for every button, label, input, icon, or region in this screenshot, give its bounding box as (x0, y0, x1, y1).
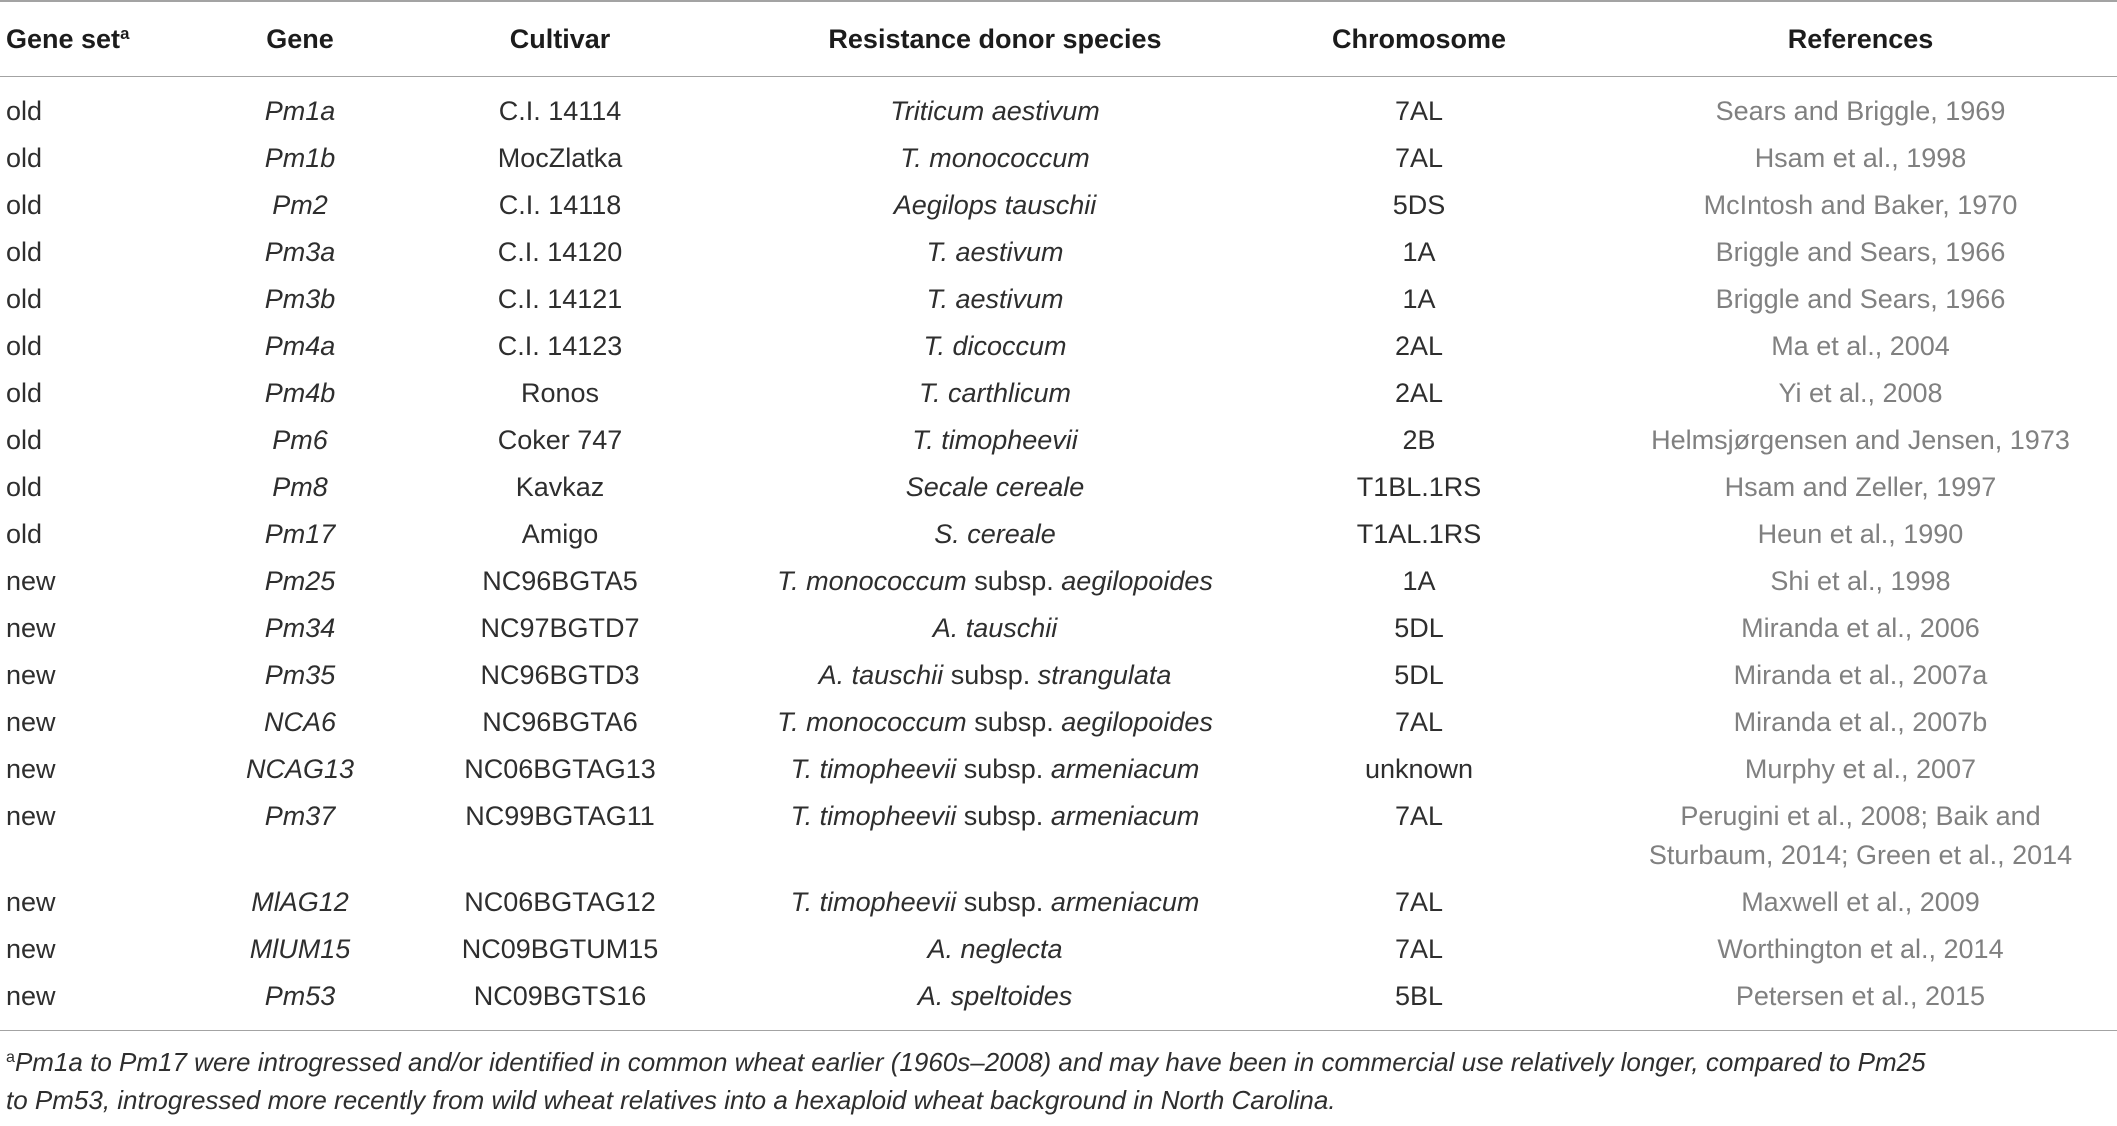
gene-set-cell (0, 652, 170, 699)
references-cell (1538, 746, 2117, 793)
cultivar-name: C.I. 14123 (497, 331, 623, 361)
chromosome-cell (1300, 558, 1538, 605)
species-name: Secale cereale (905, 472, 1085, 502)
cultivar-name: C.I. 14120 (497, 237, 623, 267)
cultivar-name: NC99BGTAG11 (465, 801, 655, 831)
reference-text: Yi et al., 2008 (1778, 378, 1943, 408)
reference-text: Heun et al., 1990 (1757, 519, 1964, 549)
gene-cell (170, 699, 430, 746)
chromosome-value: 7AL (1394, 801, 1444, 831)
species-name: T. monococcum (777, 566, 967, 596)
chromosome-value: 1A (1402, 237, 1436, 267)
species-cell (690, 135, 1300, 182)
reference-text: Briggle and Sears, 1966 (1715, 284, 2006, 314)
cultivar-cell (430, 417, 690, 464)
gene-set-value: new (6, 887, 56, 917)
gene-set-value: old (6, 190, 43, 220)
cultivar-cell (430, 182, 690, 229)
subspecies-name: armeniacum (1050, 754, 1200, 784)
gene-set-value: new (6, 801, 56, 831)
reference-text: Ma et al., 2004 (1771, 331, 1950, 361)
species-name: T. monococcum (900, 143, 1090, 173)
table-row (0, 182, 2117, 229)
gene-set-cell (0, 417, 170, 464)
cultivar-cell (430, 699, 690, 746)
table-row (0, 926, 2117, 973)
references-cell (1538, 135, 2117, 182)
table-row (0, 879, 2117, 926)
gene-set-value: old (6, 472, 43, 502)
reference-text: Sears and Briggle, 1969 (1715, 96, 2006, 126)
species-name: T. timopheevii (912, 425, 1078, 455)
references-cell (1538, 558, 2117, 605)
cultivar-cell (430, 793, 690, 879)
cultivar-cell (430, 605, 690, 652)
chromosome-value: 2AL (1394, 378, 1444, 408)
subspecies-name: armeniacum (1050, 887, 1200, 917)
species-name: T. timopheevii (790, 801, 957, 831)
gene-set-cell (0, 135, 170, 182)
cultivar-cell (430, 973, 690, 1031)
species-name: Aegilops tauschii (893, 190, 1097, 220)
gene-set-cell (0, 276, 170, 323)
gene-set-cell (0, 746, 170, 793)
cultivar-name: C.I. 14118 (498, 190, 622, 220)
species-name: A. speltoides (917, 981, 1073, 1011)
subsp-label: subsp. (963, 801, 1044, 831)
chromosome-value: T1AL.1RS (1356, 519, 1482, 549)
gene-set-value: old (6, 331, 43, 361)
header-gene-set (0, 1, 170, 77)
gene-cell (170, 652, 430, 699)
cultivar-name: NC96BGTA5 (482, 566, 638, 596)
gene-name: Pm4b (264, 378, 336, 408)
table-row (0, 276, 2117, 323)
chromosome-cell (1300, 135, 1538, 182)
gene-cell (170, 464, 430, 511)
reference-text: Briggle and Sears, 1966 (1715, 237, 2006, 267)
references-cell (1538, 370, 2117, 417)
chromosome-cell (1300, 276, 1538, 323)
cultivar-name: NC96BGTD3 (480, 660, 640, 690)
references-cell (1538, 276, 2117, 323)
reference-text: Worthington et al., 2014 (1717, 934, 2004, 964)
species-cell (690, 77, 1300, 136)
table-row (0, 973, 2117, 1031)
header-references: References (1538, 1, 2117, 77)
subspecies-name: aegilopoides (1061, 707, 1213, 737)
gene-set-cell (0, 323, 170, 370)
references-cell (1538, 973, 2117, 1031)
reference-text: Petersen et al., 2015 (1735, 981, 1986, 1011)
cultivar-cell (430, 323, 690, 370)
references-cell (1538, 652, 2117, 699)
subsp-label: subsp. (974, 566, 1054, 596)
chromosome-cell (1300, 511, 1538, 558)
gene-name: Pm8 (272, 472, 328, 502)
reference-text: Shi et al., 1998 (1770, 566, 1951, 596)
cultivar-cell (430, 229, 690, 276)
table-row (0, 370, 2117, 417)
reference-text: Miranda et al., 2007b (1733, 707, 1988, 737)
species-name: T. timopheevii (790, 887, 957, 917)
reference-text: Helmsjørgensen and Jensen, 1973 (1651, 425, 2070, 455)
subsp-label: subsp. (963, 754, 1044, 784)
gene-set-value: new (6, 613, 56, 643)
species-cell (690, 276, 1300, 323)
cultivar-name: C.I. 14121 (497, 284, 623, 314)
gene-set-value: new (6, 566, 56, 596)
cultivar-cell (430, 135, 690, 182)
chromosome-cell (1300, 229, 1538, 276)
gene-cell (170, 973, 430, 1031)
reference-text: Miranda et al., 2006 (1741, 613, 1980, 643)
gene-set-value: old (6, 284, 43, 314)
chromosome-value: 7AL (1394, 887, 1444, 917)
species-name: A. tauschii (818, 660, 944, 690)
chromosome-cell (1300, 323, 1538, 370)
references-cell (1538, 77, 2117, 136)
references-cell (1538, 323, 2117, 370)
chromosome-value: 7AL (1394, 934, 1444, 964)
species-cell (690, 229, 1300, 276)
gene-set-value: new (6, 707, 56, 737)
chromosome-value: 7AL (1394, 143, 1444, 173)
gene-set-cell (0, 699, 170, 746)
gene-cell (170, 926, 430, 973)
gene-set-cell (0, 511, 170, 558)
cultivar-cell (430, 464, 690, 511)
gene-set-cell (0, 182, 170, 229)
table-row (0, 77, 2117, 136)
table-row (0, 793, 2117, 879)
references-cell (1538, 464, 2117, 511)
gene-name: Pm3b (264, 284, 336, 314)
gene-set-value: old (6, 519, 43, 549)
table-body (0, 77, 2117, 1031)
references-cell (1538, 417, 2117, 464)
species-name: T. carthlicum (918, 378, 1072, 408)
gene-set-value: old (6, 143, 43, 173)
species-cell (690, 926, 1300, 973)
cultivar-cell (430, 652, 690, 699)
table-row (0, 323, 2117, 370)
gene-set-cell (0, 605, 170, 652)
chromosome-cell (1300, 77, 1538, 136)
species-name: T. aestivum (926, 237, 1064, 267)
gene-name: Pm17 (264, 519, 336, 549)
subspecies-name: strangulata (1037, 660, 1172, 690)
gene-set-value: new (6, 934, 56, 964)
gene-cell (170, 417, 430, 464)
cultivar-name: NC09BGTUM15 (461, 934, 659, 964)
species-name: T. monococcum (777, 707, 967, 737)
subspecies-name: armeniacum (1050, 801, 1200, 831)
reference-text: McIntosh and Baker, 1970 (1703, 190, 2018, 220)
references-cell (1538, 511, 2117, 558)
table-row (0, 746, 2117, 793)
gene-name: Pm1a (264, 96, 336, 126)
table-row (0, 605, 2117, 652)
gene-cell (170, 323, 430, 370)
table-header (0, 1, 2117, 77)
header-chromosome: Chromosome (1300, 1, 1538, 77)
chromosome-value: 7AL (1394, 707, 1444, 737)
cultivar-cell (430, 370, 690, 417)
subspecies-name: aegilopoides (1061, 566, 1213, 596)
table-row (0, 464, 2117, 511)
reference-text: Miranda et al., 2007a (1733, 660, 1988, 690)
cultivar-name: NC06BGTAG13 (464, 754, 656, 784)
species-cell (690, 652, 1300, 699)
gene-set-value: old (6, 96, 43, 126)
gene-set-value: new (6, 981, 56, 1011)
references-cell (1538, 793, 2117, 879)
table-row (0, 652, 2117, 699)
gene-set-cell (0, 558, 170, 605)
gene-name: MlAG12 (251, 887, 349, 917)
reference-text: Perugini et al., 2008; Baik and Sturbaum, 2014; Green et al., 2014 (1648, 801, 2073, 870)
species-cell (690, 973, 1300, 1031)
species-name: Triticum aestivum (890, 96, 1100, 126)
species-cell (690, 793, 1300, 879)
header-gene-set-label: Gene set (6, 24, 121, 54)
cultivar-name: NC09BGTS16 (473, 981, 647, 1011)
subsp-label: subsp. (963, 887, 1044, 917)
subsp-label: subsp. (950, 660, 1031, 690)
gene-name: Pm25 (264, 566, 336, 596)
table-row (0, 417, 2117, 464)
gene-set-cell (0, 464, 170, 511)
cultivar-name: MocZlatka (497, 143, 623, 173)
reference-text: Hsam and Zeller, 1997 (1724, 472, 1997, 502)
gene-set-value: new (6, 754, 56, 784)
table-row (0, 699, 2117, 746)
cultivar-cell (430, 276, 690, 323)
species-name: T. dicoccum (923, 331, 1067, 361)
gene-name: Pm4a (264, 331, 336, 361)
chromosome-cell (1300, 879, 1538, 926)
species-cell (690, 182, 1300, 229)
gene-cell (170, 793, 430, 879)
gene-name: Pm34 (264, 613, 336, 643)
species-cell (690, 511, 1300, 558)
header-gene-set-note: a (120, 23, 130, 43)
chromosome-value: 5DS (1392, 190, 1446, 220)
gene-cell (170, 879, 430, 926)
gene-cell (170, 182, 430, 229)
cultivar-cell (430, 511, 690, 558)
references-cell (1538, 182, 2117, 229)
cultivar-cell (430, 558, 690, 605)
chromosome-cell (1300, 370, 1538, 417)
cultivar-cell (430, 77, 690, 136)
reference-text: Murphy et al., 2007 (1744, 754, 1977, 784)
species-name: T. aestivum (926, 284, 1064, 314)
table-footnote (0, 1031, 2117, 1119)
cultivar-name: Ronos (520, 378, 600, 408)
chromosome-value: T1BL.1RS (1356, 472, 1482, 502)
gene-set-cell (0, 973, 170, 1031)
cultivar-name: C.I. 14114 (498, 96, 622, 126)
references-cell (1538, 229, 2117, 276)
gene-name: MlUM15 (249, 934, 351, 964)
gene-name: NCA6 (263, 707, 337, 737)
chromosome-cell (1300, 699, 1538, 746)
species-name: S. cereale (934, 519, 1056, 549)
header-species: Resistance donor species (690, 1, 1300, 77)
chromosome-value: 2AL (1394, 331, 1444, 361)
gene-cell (170, 276, 430, 323)
chromosome-cell (1300, 652, 1538, 699)
gene-set-value: old (6, 425, 43, 455)
references-cell (1538, 926, 2117, 973)
species-name: A. neglecta (927, 934, 1063, 964)
gene-cell (170, 77, 430, 136)
gene-name: Pm35 (264, 660, 336, 690)
gene-set-cell (0, 370, 170, 417)
table-row (0, 558, 2117, 605)
chromosome-value: 5BL (1394, 981, 1444, 1011)
gene-name: Pm2 (272, 190, 328, 220)
gene-set-value: old (6, 378, 43, 408)
chromosome-value: 5DL (1394, 660, 1444, 690)
species-cell (690, 558, 1300, 605)
chromosome-cell (1300, 973, 1538, 1031)
species-cell (690, 417, 1300, 464)
chromosome-cell (1300, 464, 1538, 511)
cultivar-name: Amigo (521, 519, 599, 549)
gene-name: Pm1b (264, 143, 336, 173)
chromosome-cell (1300, 417, 1538, 464)
chromosome-value: 7AL (1394, 96, 1444, 126)
chromosome-cell (1300, 793, 1538, 879)
gene-name: NCAG13 (245, 754, 355, 784)
reference-text: Maxwell et al., 2009 (1741, 887, 1980, 917)
table-row (0, 135, 2117, 182)
reference-text: Hsam et al., 1998 (1754, 143, 1967, 173)
species-cell (690, 370, 1300, 417)
footnote-text: Pm1a to Pm17 were introgressed and/or identified in common wheat earlier (1960s–2008) and may have been in commercial use relatively longer, compared to Pm25 to Pm53, introgressed more recently from wild wheat relatives into a hexaploid wheat background in North Carolina. (6, 1047, 1926, 1115)
cultivar-name: NC96BGTA6 (482, 707, 638, 737)
gene-cell (170, 370, 430, 417)
header-gene: Gene (170, 1, 430, 77)
gene-name: Pm6 (272, 425, 328, 455)
cultivar-cell (430, 879, 690, 926)
cultivar-name: Kavkaz (515, 472, 605, 502)
references-cell (1538, 605, 2117, 652)
footnote-marker: a (6, 1048, 15, 1067)
gene-set-cell (0, 926, 170, 973)
chromosome-value: 2B (1402, 425, 1436, 455)
chromosome-cell (1300, 182, 1538, 229)
gene-cell (170, 511, 430, 558)
chromosome-value: 5DL (1394, 613, 1444, 643)
species-cell (690, 605, 1300, 652)
chromosome-cell (1300, 605, 1538, 652)
gene-set-value: new (6, 660, 56, 690)
references-cell (1538, 699, 2117, 746)
species-cell (690, 879, 1300, 926)
gene-name: Pm53 (264, 981, 336, 1011)
species-name: A. tauschii (932, 613, 1058, 643)
table-row (0, 511, 2117, 558)
cultivar-name: NC06BGTAG12 (464, 887, 656, 917)
cultivar-cell (430, 746, 690, 793)
gene-name: Pm37 (264, 801, 336, 831)
cultivar-name: Coker 747 (497, 425, 623, 455)
gene-set-cell (0, 229, 170, 276)
gene-cell (170, 229, 430, 276)
subsp-label: subsp. (974, 707, 1054, 737)
chromosome-value: 1A (1402, 566, 1436, 596)
table-row (0, 229, 2117, 276)
species-cell (690, 746, 1300, 793)
cultivar-cell (430, 926, 690, 973)
gene-cell (170, 746, 430, 793)
gene-cell (170, 135, 430, 182)
cultivar-name: NC97BGTD7 (480, 613, 640, 643)
chromosome-value: 1A (1402, 284, 1436, 314)
gene-set-value: old (6, 237, 43, 267)
chromosome-cell (1300, 746, 1538, 793)
gene-set-cell (0, 879, 170, 926)
header-row (0, 1, 2117, 77)
species-cell (690, 464, 1300, 511)
gene-set-cell (0, 793, 170, 879)
species-cell (690, 699, 1300, 746)
references-cell (1538, 879, 2117, 926)
header-cultivar: Cultivar (430, 1, 690, 77)
gene-cell (170, 558, 430, 605)
species-name: T. timopheevii (790, 754, 957, 784)
species-cell (690, 323, 1300, 370)
gene-name: Pm3a (264, 237, 336, 267)
gene-set-cell (0, 77, 170, 136)
chromosome-value: unknown (1364, 754, 1474, 784)
chromosome-cell (1300, 926, 1538, 973)
gene-cell (170, 605, 430, 652)
